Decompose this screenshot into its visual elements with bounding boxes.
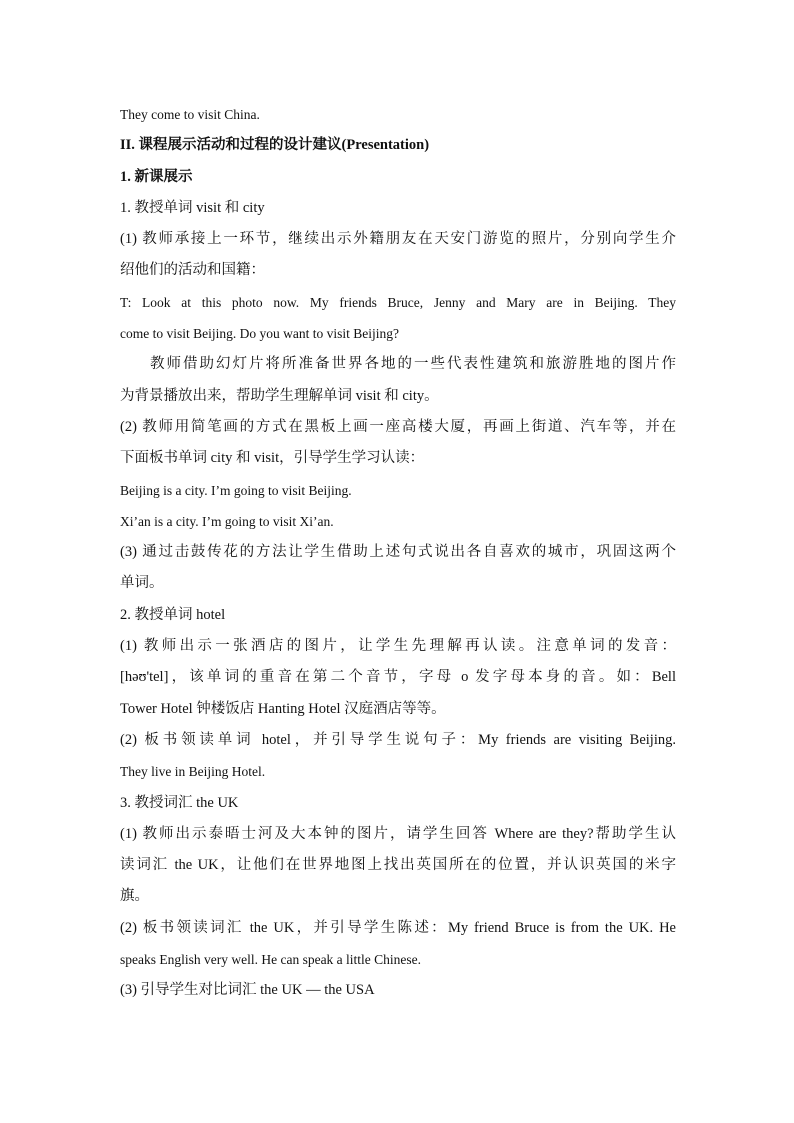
text-line: 下面板书单词 city 和 visit，引导学生学习认读： [120, 450, 425, 467]
text-line: 单词。 [120, 575, 164, 592]
text-line: 2. 教授单词 hotel [120, 606, 226, 623]
text-line: (3) 通过击鼓传花的方法让学生借助上述句式说出各自喜欢的城市，巩固这两个 [120, 544, 676, 561]
text-line: 1. 教授单词 visit 和 city [120, 199, 265, 216]
text-line: T: Look at this photo now. My friends Bruce, Jenny and Mary are in Beijing. They [120, 294, 676, 310]
text-line: [həʊ'tel]，该单词的重音在第二个音节，字母 o 发字母本身的音。如：Bell [120, 669, 676, 686]
text-line: (3) 引导学生对比词汇 the UK — the USA [120, 982, 375, 999]
text-line: (2) 板书领读单词 hotel，并引导学生说句子：My friends are visiting Beijing. [120, 731, 676, 748]
text-line: 读词汇 the UK，让他们在世界地图上找出英国所在的位置，并认识英国的米字 [120, 857, 676, 874]
text-line: speaks English very well. He can speak a little Chinese. [120, 952, 422, 968]
section-heading: II. 课程展示活动和过程的设计建议(Presentation) [120, 137, 430, 154]
subsection-heading: 1. 新课展示 [120, 168, 193, 185]
text-line: (1) 教师出示泰晤士河及大本钟的图片，请学生回答 Where are they?帮助学生认 [120, 825, 676, 842]
text-line: Xi’an is a city. I’m going to visit Xi’an. [120, 513, 334, 529]
text-line: (2) 板书领读词汇 the UK，并引导学生陈述：My friend Bruce is from the UK. He [120, 919, 676, 936]
text-line: (1) 教师承接上一环节，继续出示外籍朋友在天安门游览的照片，分别向学生介 [120, 231, 676, 248]
text-line: 为背景播放出来，帮助学生理解单词 visit 和 city。 [120, 387, 439, 404]
text-line: They live in Beijing Hotel. [120, 764, 266, 780]
document-body [120, 99, 676, 1007]
text-line: 绍他们的活动和国籍： [120, 262, 265, 279]
text-line: 教师借助幻灯片将所准备世界各地的一些代表性建筑和旅游胜地的图片作 [150, 356, 676, 373]
text-line: 3. 教授词汇 the UK [120, 794, 239, 811]
text-line: 旗。 [120, 888, 149, 905]
text-line: Tower Hotel 钟楼饭店 Hanting Hotel 汉庭酒店等等。 [120, 700, 446, 717]
text-line: They come to visit China. [120, 107, 260, 122]
text-line: Beijing is a city. I’m going to visit Beijing. [120, 482, 352, 498]
text-line: (2) 教师用简笔画的方式在黑板上画一座高楼大厦，再画上街道、汽车等，并在 [120, 418, 676, 435]
text-line: (1) 教师出示一张酒店的图片，让学生先理解再认读。注意单词的发音： [120, 638, 676, 655]
text-line: come to visit Beijing. Do you want to visit Beijing? [120, 326, 399, 342]
